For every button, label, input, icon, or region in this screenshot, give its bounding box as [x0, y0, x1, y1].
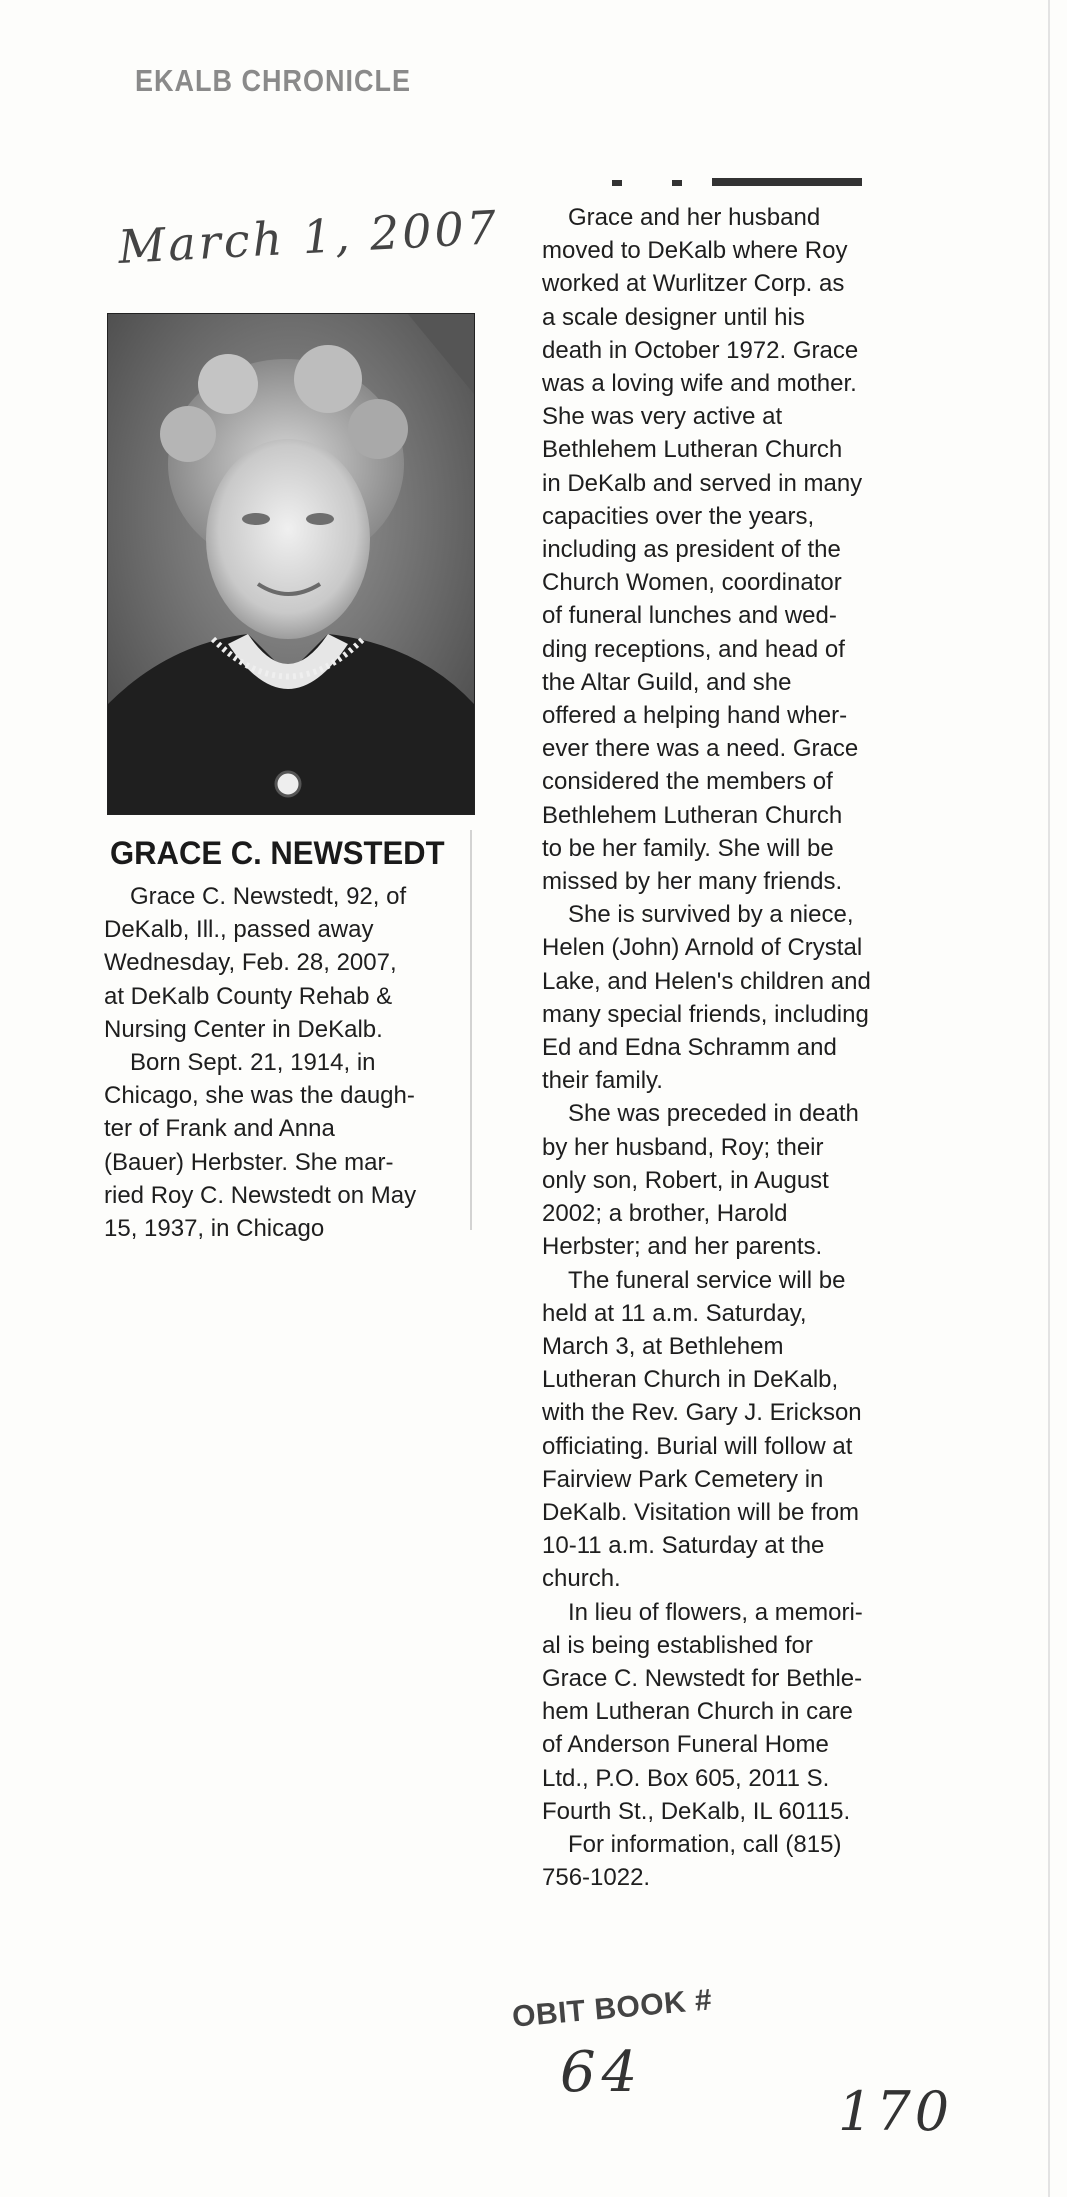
paragraph: She is survived by a niece, Helen (John) Arnold of Crystal Lake, and Helen's children and many special friends, including Ed and Edna Schramm and their family. — [542, 901, 871, 1095]
paragraph: The funeral service will be held at 11 a.m. Saturday, March 3, at Bethlehem Lutheran Church in DeKalb, with the Rev. Gary J. Erickson officiating. Burial will follow at Fairview Park Cemetery in DeKalb. Visitation will be from 10-11 a.m. Saturday at the church. — [542, 1266, 862, 1593]
paragraph: She was preceded in death by her husband, Roy; their only son, Robert, in August 2002; a brother, Harold Herbster; and her parents. — [542, 1100, 859, 1261]
obituary-column-2 — [542, 201, 952, 1894]
clipped-text-strip — [612, 174, 872, 188]
cut-off-text-fragment — [612, 174, 872, 188]
paragraph: Grace C. Newstedt, 92, of DeKalb, Ill., passed away Wednesday, Feb. 28, 2007, at DeKalb County Rehab & Nursing Center in DeKalb. — [104, 883, 407, 1043]
obituary-column-1 — [104, 880, 476, 1245]
page-edge — [1048, 0, 1050, 2197]
paragraph: Grace and her husband moved to DeKalb where Roy worked at Wurlitzer Corp. as a scale designer until his death in October 1972. Grace was a loving wife and mother. She was very active at Bethlehem Lutheran Church in DeKalb and served in many capacities over the years, including as president of the Church Women, coordinator of funeral lunches and wed- ding receptions, and head of the Altar Guild, and she offered a helping hand wher- ever there was a need. Grace considered the members of Bethlehem Lutheran Church to be her family. She will be missed by her many friends. — [542, 204, 863, 896]
paragraph: In lieu of flowers, a memori- al is being established for Grace C. Newstedt for Bethle- hem Lutheran Church in care of Anderson Funeral Home Ltd., P.O. Box 605, 2011 S. Fourth St., DeKalb, IL 60115. — [542, 1598, 863, 1825]
paragraph: For information, call (815) 756-1022. — [542, 1830, 842, 1892]
portrait-photo — [107, 313, 475, 815]
obit-book-stamp: OBIT BOOK # — [510, 1983, 714, 2034]
newspaper-masthead: EKALB CHRONICLE — [135, 64, 411, 98]
portrait-illustration — [108, 314, 474, 814]
handwritten-book-number: 64 — [560, 2040, 644, 2105]
obituary-headline: GRACE C. NEWSTEDT — [110, 835, 445, 871]
paragraph: Born Sept. 21, 1914, in Chicago, she was the daugh- ter of Frank and Anna (Bauer) Herbster. She mar- ried Roy C. Newstedt on May 15, 1937, in Chicago — [104, 1049, 417, 1243]
handwritten-page-number: 170 — [838, 2080, 954, 2143]
handwritten-date: March 1, 2007 — [116, 200, 501, 274]
